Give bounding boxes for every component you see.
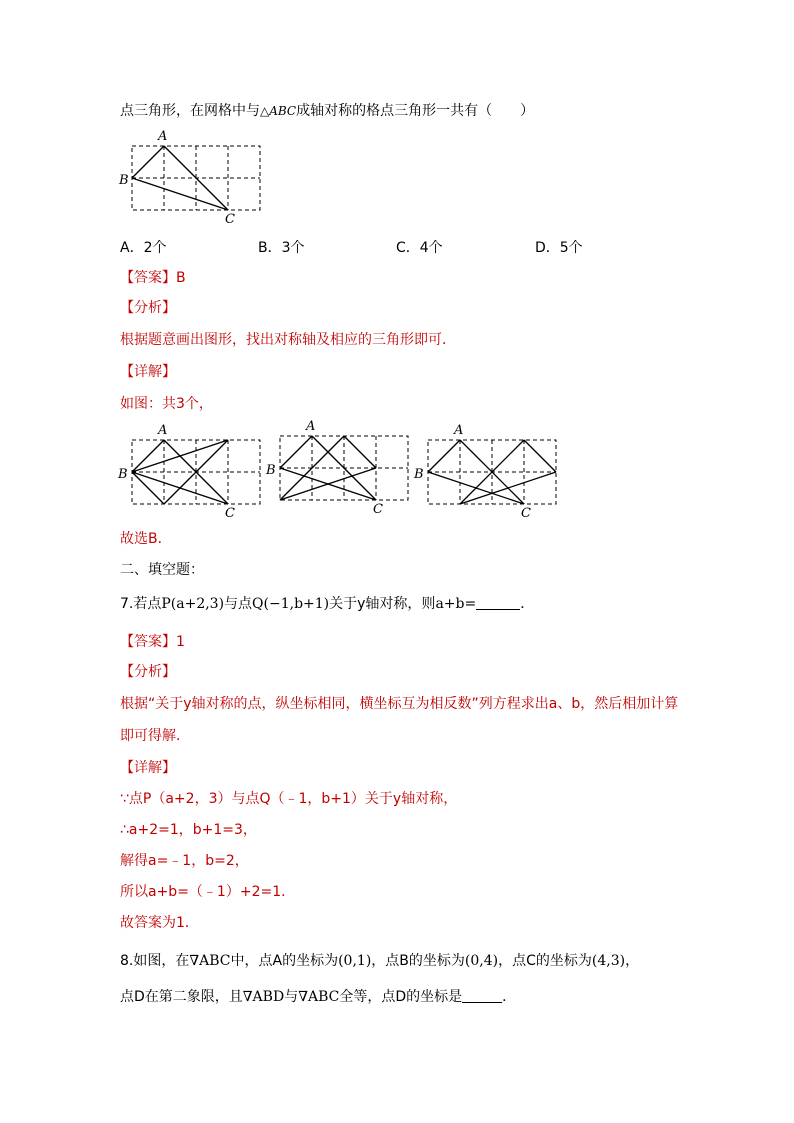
q6-analysis-tag: 【分析】 (120, 300, 176, 316)
label-c: C (225, 212, 235, 227)
q8-line1-c: ，点B的坐标为 (371, 953, 465, 969)
section-title: 二、填空题： (120, 562, 204, 578)
q6-answer (120, 268, 186, 288)
option-c: C．4个 (396, 240, 443, 256)
option-d: D．5个 (535, 240, 583, 256)
q7-analysis-line1: 根据“关于y轴对称的点，纵坐标相同，横坐标互为相反数”列方程求出a、b，然后相加计算 (120, 696, 679, 712)
q7-point-q: Q(−1,b+1) (252, 596, 330, 612)
q8-line1-d: ，点C的坐标为 (498, 953, 592, 969)
q7-step-5: 故答案为1． (120, 915, 199, 931)
q6-conclusion: 故选B． (120, 531, 172, 547)
q7-analysis-line2: 即可得解． (120, 728, 190, 744)
q6-analysis-text: 根据题意画出图形，找出对称轴及相应的三角形即可． (120, 332, 456, 348)
q8-line2-c: 全等，点D的坐标是 (339, 989, 463, 1005)
q8-line2-a: 点D在第二象限，且 (120, 989, 243, 1005)
q7-stem-c: 关于y轴对称，则 (329, 596, 436, 612)
panel1-label-c: C (225, 506, 235, 521)
q7-step-4: 所以a+b=（﹣1）+2=1． (120, 884, 296, 900)
panel2-label-c: C (373, 502, 383, 517)
q8-line2-b: 与 (284, 989, 299, 1005)
panel3-label-c: C (521, 506, 531, 521)
q6-detail-line: 如图：共3个， (120, 396, 213, 412)
answer-tag: 【答案】 (120, 270, 176, 286)
q7-analysis-tag: 【分析】 (120, 664, 176, 680)
panel3-label-a: A (454, 423, 464, 438)
q6-triangle-symbol: △ABC (260, 104, 297, 118)
q8-triangle-abc-2: ∇ABC (298, 989, 340, 1005)
q7-step-2: ∴a+2=1，b+1=3， (120, 822, 257, 838)
answer-value: 1 (176, 634, 185, 650)
q6-stem (120, 101, 534, 121)
q8-answer-blank (462, 988, 502, 1003)
panel1-label-a: A (158, 423, 168, 438)
q8-coord-c: (4,3) (591, 953, 626, 969)
q8-triangle-abc: ∇ABC (189, 953, 231, 969)
q8-coord-b: (0,4) (464, 953, 499, 969)
q7-stem-a: 7.若点 (120, 596, 162, 612)
q6-solution-figures (116, 418, 566, 522)
label-b: B (119, 173, 129, 188)
q7-stem-end: ． (520, 596, 535, 612)
q8-line1-b: 中，点A的坐标为 (230, 953, 339, 969)
q8-line1 (120, 951, 639, 971)
q7-stem-b: 与点 (224, 596, 253, 612)
panel2-label-a: A (306, 419, 316, 434)
q7-answer (120, 632, 185, 652)
q7-expression: a+b= (435, 596, 477, 612)
q8-coord-a: (0,1) (338, 953, 372, 969)
panel2-label-b: B (266, 463, 276, 478)
q8-line1-a: 8.如图，在 (120, 953, 190, 969)
option-b: B．3个 (258, 240, 305, 256)
q6-stem-prefix: 点三角形，在网格中与 (120, 103, 260, 119)
q8-line1-e: ， (625, 953, 640, 969)
answer-tag: 【答案】 (120, 634, 176, 650)
label-a: A (158, 129, 168, 144)
q8-triangle-abd: ∇ABD (242, 989, 285, 1005)
panel1-label-b: B (118, 467, 128, 482)
q7-step-3: 解得a=﹣1，b=2， (120, 853, 249, 869)
q8-line2-end: ． (502, 989, 517, 1005)
panel3-label-b: B (414, 467, 424, 482)
q7-answer-blank (476, 595, 520, 610)
q6-stem-suffix: 成轴对称的格点三角形一共有（ ） (296, 103, 535, 119)
q8-line2 (120, 987, 516, 1007)
q7-stem (120, 594, 534, 614)
q6-grid-figure (118, 126, 268, 226)
option-a: A．2个 (120, 240, 167, 256)
answer-value: B (176, 270, 186, 286)
q7-detail-tag: 【详解】 (120, 760, 176, 776)
q7-step-1: ∵点P（a+2，3）与点Q（﹣1，b+1）关于y轴对称， (120, 791, 458, 807)
q7-point-p: P(a+2,3) (161, 596, 225, 612)
q6-detail-tag: 【详解】 (120, 364, 176, 380)
